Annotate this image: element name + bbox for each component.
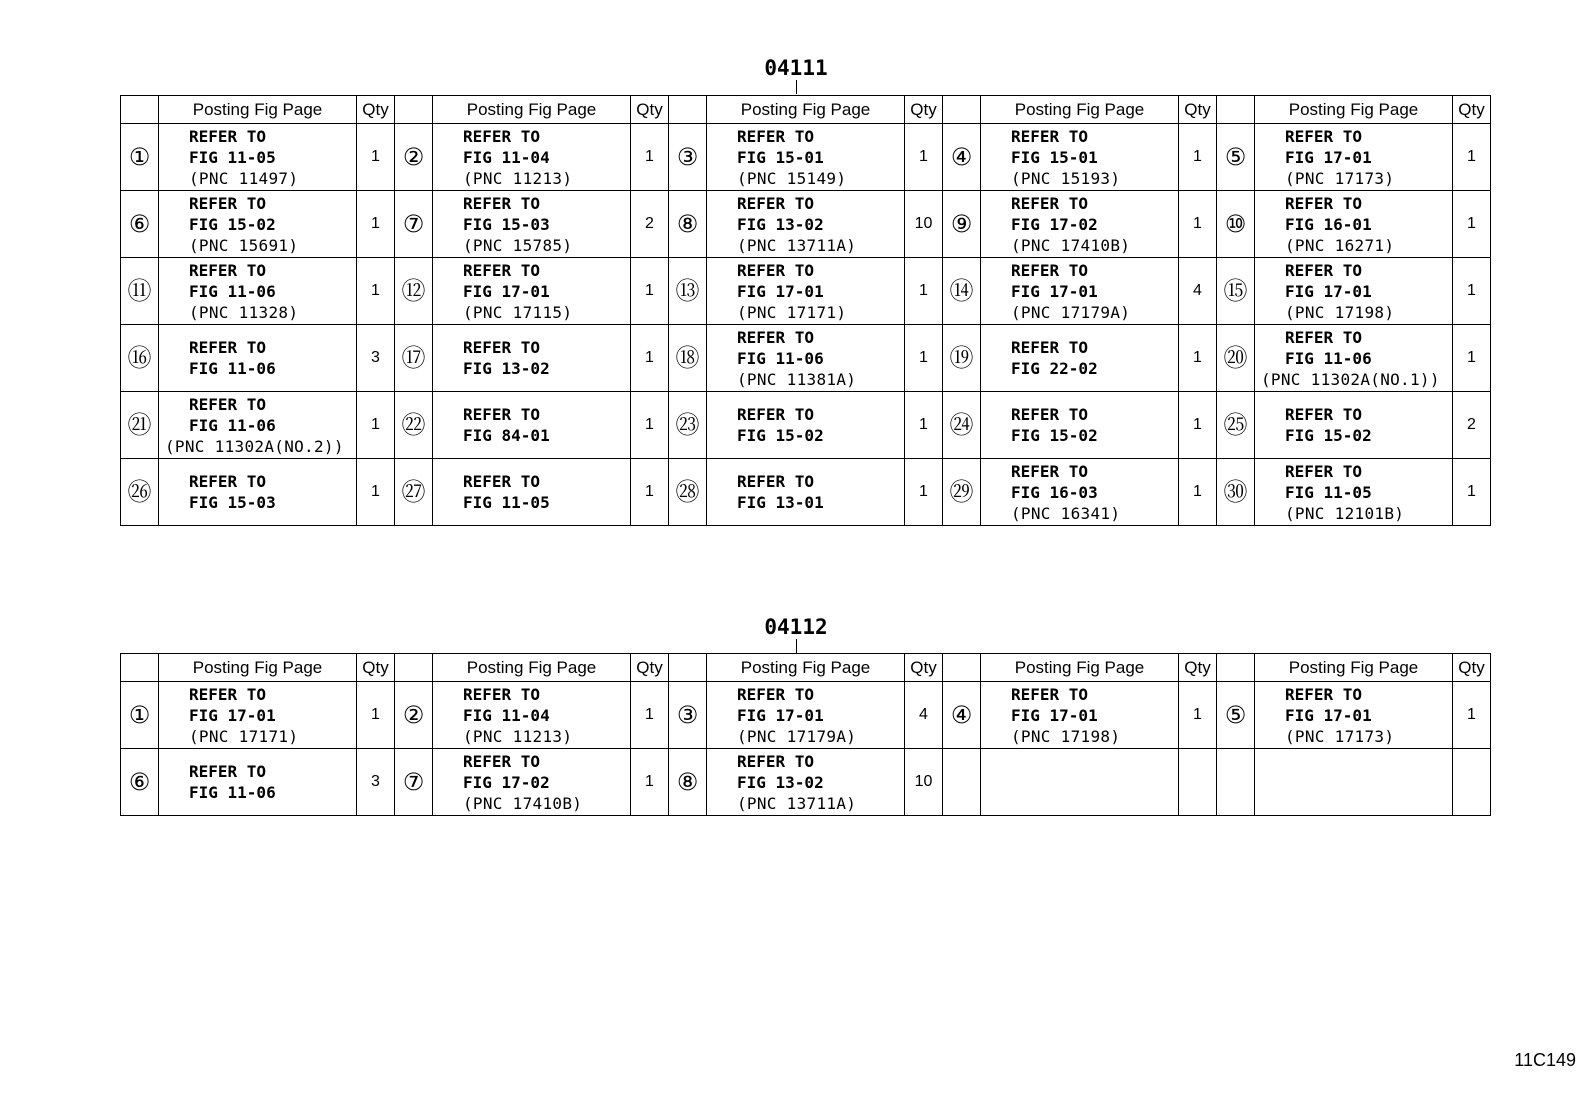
header-num-cell bbox=[395, 654, 433, 682]
parts-table-04112 bbox=[120, 653, 1491, 816]
item-qty: 1 bbox=[1179, 325, 1217, 392]
item-reference bbox=[159, 325, 357, 392]
item-reference bbox=[433, 325, 631, 392]
refer-to-text: REFER TO bbox=[1285, 193, 1363, 213]
block-label-04111: 04111 bbox=[764, 56, 828, 80]
fig-ref-text: FIG 17-01 bbox=[1285, 705, 1372, 725]
item-number: ㉖ bbox=[121, 459, 159, 526]
item-qty: 3 bbox=[357, 325, 395, 392]
item-qty: 10 bbox=[905, 749, 943, 816]
header-posting-fig-page: Posting Fig Page bbox=[981, 96, 1179, 124]
item-reference bbox=[1255, 749, 1453, 816]
refer-to-text: REFER TO bbox=[737, 260, 815, 280]
item-number: ㉙ bbox=[943, 459, 981, 526]
item-qty: 1 bbox=[357, 191, 395, 258]
parts-table-04111 bbox=[120, 95, 1491, 526]
header-posting-fig-page: Posting Fig Page bbox=[707, 654, 905, 682]
item-reference bbox=[1255, 124, 1453, 191]
refer-to-text: REFER TO bbox=[463, 260, 541, 280]
item-qty: 1 bbox=[631, 392, 669, 459]
table-row bbox=[121, 682, 1491, 749]
header-posting-fig-page: Posting Fig Page bbox=[707, 96, 905, 124]
item-number: ⑳ bbox=[1217, 325, 1255, 392]
header-qty: Qty bbox=[905, 96, 943, 124]
fig-ref-text: FIG 13-01 bbox=[737, 493, 824, 512]
refer-to-text: REFER TO bbox=[737, 472, 815, 491]
item-number: ② bbox=[395, 682, 433, 749]
item-reference bbox=[433, 682, 631, 749]
refer-to-text: REFER TO bbox=[189, 193, 267, 213]
item-reference bbox=[159, 124, 357, 191]
item-qty: 2 bbox=[631, 191, 669, 258]
pnc-text: (PNC 13711A) bbox=[737, 235, 857, 255]
item-number: ㉗ bbox=[395, 459, 433, 526]
item-qty: 4 bbox=[905, 682, 943, 749]
header-qty: Qty bbox=[905, 654, 943, 682]
item-reference bbox=[1255, 392, 1453, 459]
refer-to-text: REFER TO bbox=[1011, 126, 1089, 146]
table-row bbox=[121, 258, 1491, 325]
item-qty: 2 bbox=[1453, 392, 1491, 459]
item-number: ⑯ bbox=[121, 325, 159, 392]
item-reference bbox=[981, 325, 1179, 392]
header-qty: Qty bbox=[357, 654, 395, 682]
leader-line bbox=[796, 639, 797, 653]
refer-to-text: REFER TO bbox=[1011, 260, 1089, 280]
item-reference bbox=[433, 459, 631, 526]
fig-ref-text: FIG 11-06 bbox=[1285, 348, 1372, 368]
item-reference bbox=[981, 191, 1179, 258]
item-qty: 10 bbox=[905, 191, 943, 258]
refer-to-text: REFER TO bbox=[1011, 461, 1089, 481]
item-reference bbox=[159, 749, 357, 816]
refer-to-text: REFER TO bbox=[737, 193, 815, 213]
refer-to-text: REFER TO bbox=[463, 684, 541, 704]
header-posting-fig-page: Posting Fig Page bbox=[981, 654, 1179, 682]
item-reference bbox=[1255, 191, 1453, 258]
item-qty: 1 bbox=[631, 749, 669, 816]
fig-ref-text: FIG 17-01 bbox=[1011, 281, 1098, 301]
pnc-text: (PNC 17410B) bbox=[463, 793, 583, 813]
item-number: ㉚ bbox=[1217, 459, 1255, 526]
item-number: ④ bbox=[943, 124, 981, 191]
header-qty: Qty bbox=[1453, 654, 1491, 682]
header-num-cell bbox=[121, 96, 159, 124]
refer-to-text: REFER TO bbox=[189, 260, 267, 280]
item-qty: 1 bbox=[1453, 124, 1491, 191]
header-num-cell bbox=[121, 654, 159, 682]
item-number: ㉓ bbox=[669, 392, 707, 459]
refer-to-text: REFER TO bbox=[463, 472, 541, 491]
item-number: ⑱ bbox=[669, 325, 707, 392]
item-qty: 1 bbox=[1179, 682, 1217, 749]
refer-to-text: REFER TO bbox=[737, 126, 815, 146]
header-row bbox=[121, 96, 1491, 124]
item-qty: 1 bbox=[357, 258, 395, 325]
header-num-cell bbox=[1217, 96, 1255, 124]
item-reference bbox=[707, 459, 905, 526]
item-number: ① bbox=[121, 682, 159, 749]
refer-to-text: REFER TO bbox=[1011, 338, 1089, 357]
item-reference bbox=[159, 191, 357, 258]
header-qty: Qty bbox=[631, 654, 669, 682]
fig-ref-text: FIG 15-02 bbox=[189, 214, 276, 234]
item-qty: 1 bbox=[631, 682, 669, 749]
pnc-text: (PNC 17173) bbox=[1285, 726, 1395, 746]
refer-to-text: REFER TO bbox=[1285, 260, 1363, 280]
item-number bbox=[943, 749, 981, 816]
pnc-text: (PNC 17173) bbox=[1285, 168, 1395, 188]
refer-to-text: REFER TO bbox=[1285, 461, 1363, 481]
pnc-text: (PNC 12101B) bbox=[1285, 503, 1405, 523]
header-qty: Qty bbox=[1453, 96, 1491, 124]
fig-ref-text: FIG 15-02 bbox=[1285, 426, 1372, 445]
item-number: ③ bbox=[669, 124, 707, 191]
pnc-text: (PNC 15785) bbox=[463, 235, 573, 255]
item-qty: 1 bbox=[1453, 459, 1491, 526]
refer-to-text: REFER TO bbox=[1285, 327, 1363, 347]
pnc-text: (PNC 16341) bbox=[1011, 503, 1121, 523]
header-qty: Qty bbox=[1179, 654, 1217, 682]
refer-to-text: REFER TO bbox=[1011, 684, 1089, 704]
item-reference bbox=[1255, 325, 1453, 392]
item-qty: 1 bbox=[357, 124, 395, 191]
header-num-cell bbox=[943, 654, 981, 682]
fig-ref-text: FIG 17-02 bbox=[1011, 214, 1098, 234]
item-qty bbox=[1179, 749, 1217, 816]
pnc-text: (PNC 11328) bbox=[189, 302, 299, 322]
item-reference bbox=[433, 124, 631, 191]
refer-to-text: REFER TO bbox=[189, 684, 267, 704]
item-qty: 1 bbox=[1453, 325, 1491, 392]
refer-to-text: REFER TO bbox=[1285, 405, 1363, 424]
fig-ref-text: FIG 16-03 bbox=[1011, 482, 1098, 502]
item-qty: 1 bbox=[631, 325, 669, 392]
item-number: ㉕ bbox=[1217, 392, 1255, 459]
fig-ref-text: FIG 11-05 bbox=[463, 493, 550, 512]
item-number: ⑥ bbox=[121, 749, 159, 816]
refer-to-text: REFER TO bbox=[737, 405, 815, 424]
item-number: ㉒ bbox=[395, 392, 433, 459]
header-posting-fig-page: Posting Fig Page bbox=[159, 96, 357, 124]
refer-to-text: REFER TO bbox=[463, 751, 541, 771]
header-num-cell bbox=[1217, 654, 1255, 682]
item-reference bbox=[159, 258, 357, 325]
item-reference bbox=[1255, 258, 1453, 325]
item-number: ⑪ bbox=[121, 258, 159, 325]
item-reference bbox=[1255, 682, 1453, 749]
block-label-04112: 04112 bbox=[764, 615, 828, 639]
header-posting-fig-page: Posting Fig Page bbox=[159, 654, 357, 682]
pnc-text: (PNC 17198) bbox=[1285, 302, 1395, 322]
header-row bbox=[121, 654, 1491, 682]
item-number: ⑫ bbox=[395, 258, 433, 325]
item-number: ⑥ bbox=[121, 191, 159, 258]
item-reference bbox=[433, 392, 631, 459]
item-qty: 1 bbox=[905, 325, 943, 392]
item-qty: 4 bbox=[1179, 258, 1217, 325]
item-number bbox=[1217, 749, 1255, 816]
item-reference bbox=[981, 459, 1179, 526]
item-number: ⑦ bbox=[395, 749, 433, 816]
refer-to-text: REFER TO bbox=[737, 751, 815, 771]
item-number: ㉔ bbox=[943, 392, 981, 459]
item-reference bbox=[433, 191, 631, 258]
fig-ref-text: FIG 17-01 bbox=[1285, 147, 1372, 167]
item-qty: 1 bbox=[1453, 191, 1491, 258]
leader-line bbox=[796, 80, 797, 94]
pnc-text: (PNC 11213) bbox=[463, 726, 573, 746]
fig-ref-text: FIG 11-04 bbox=[463, 147, 550, 167]
item-qty: 1 bbox=[357, 392, 395, 459]
item-reference bbox=[433, 749, 631, 816]
fig-ref-text: FIG 11-06 bbox=[189, 359, 276, 378]
fig-ref-text: FIG 11-04 bbox=[463, 705, 550, 725]
fig-ref-text: FIG 13-02 bbox=[737, 772, 824, 792]
item-reference bbox=[981, 749, 1179, 816]
header-posting-fig-page: Posting Fig Page bbox=[433, 96, 631, 124]
item-number: ⑤ bbox=[1217, 124, 1255, 191]
item-number: ⑭ bbox=[943, 258, 981, 325]
fig-ref-text: FIG 16-01 bbox=[1285, 214, 1372, 234]
fig-ref-text: FIG 22-02 bbox=[1011, 359, 1098, 378]
pnc-text: (PNC 11497) bbox=[189, 168, 299, 188]
table-row bbox=[121, 325, 1491, 392]
refer-to-text: REFER TO bbox=[189, 338, 267, 357]
item-qty: 1 bbox=[631, 124, 669, 191]
pnc-text: (PNC 17171) bbox=[189, 726, 299, 746]
item-number: ⑬ bbox=[669, 258, 707, 325]
table-row bbox=[121, 191, 1491, 258]
header-posting-fig-page: Posting Fig Page bbox=[1255, 96, 1453, 124]
pnc-text: (PNC 15691) bbox=[189, 235, 299, 255]
item-qty: 1 bbox=[631, 459, 669, 526]
item-reference bbox=[707, 124, 905, 191]
refer-to-text: REFER TO bbox=[1011, 193, 1089, 213]
pnc-text: (PNC 11381A) bbox=[737, 369, 857, 389]
item-number: ① bbox=[121, 124, 159, 191]
refer-to-text: REFER TO bbox=[463, 405, 541, 424]
table-row bbox=[121, 392, 1491, 459]
item-reference bbox=[433, 258, 631, 325]
fig-ref-text: FIG 17-01 bbox=[189, 705, 276, 725]
pnc-text: (PNC 15149) bbox=[737, 168, 847, 188]
item-reference bbox=[707, 392, 905, 459]
refer-to-text: REFER TO bbox=[189, 472, 267, 491]
pnc-text: (PNC 17115) bbox=[463, 302, 573, 322]
item-number: ⑲ bbox=[943, 325, 981, 392]
item-qty: 1 bbox=[1179, 459, 1217, 526]
item-number: ㉑ bbox=[121, 392, 159, 459]
fig-ref-text: FIG 15-01 bbox=[1011, 147, 1098, 167]
item-number: ⑧ bbox=[669, 191, 707, 258]
item-number: ② bbox=[395, 124, 433, 191]
refer-to-text: REFER TO bbox=[1011, 405, 1089, 424]
item-qty: 1 bbox=[357, 459, 395, 526]
item-reference bbox=[981, 682, 1179, 749]
item-qty: 3 bbox=[357, 749, 395, 816]
table-row bbox=[121, 124, 1491, 191]
item-qty: 1 bbox=[631, 258, 669, 325]
pnc-text: (PNC 16271) bbox=[1285, 235, 1395, 255]
fig-ref-text: FIG 17-01 bbox=[1011, 705, 1098, 725]
refer-to-text: REFER TO bbox=[463, 338, 541, 357]
header-qty: Qty bbox=[357, 96, 395, 124]
item-reference bbox=[707, 325, 905, 392]
item-reference bbox=[981, 258, 1179, 325]
pnc-text: (PNC 13711A) bbox=[737, 793, 857, 813]
item-number: ㉘ bbox=[669, 459, 707, 526]
fig-ref-text: FIG 11-05 bbox=[1285, 482, 1372, 502]
refer-to-text: REFER TO bbox=[463, 126, 541, 146]
item-number: ⑮ bbox=[1217, 258, 1255, 325]
fig-ref-text: FIG 13-02 bbox=[737, 214, 824, 234]
header-qty: Qty bbox=[1179, 96, 1217, 124]
pnc-text: (PNC 11213) bbox=[463, 168, 573, 188]
pnc-text: (PNC 11302A(NO.1)) bbox=[1261, 369, 1440, 389]
fig-ref-text: FIG 15-03 bbox=[189, 493, 276, 512]
fig-ref-text: FIG 17-02 bbox=[463, 772, 550, 792]
refer-to-text: REFER TO bbox=[189, 126, 267, 146]
refer-to-text: REFER TO bbox=[463, 193, 541, 213]
item-reference bbox=[707, 191, 905, 258]
item-reference bbox=[981, 392, 1179, 459]
table-row bbox=[121, 749, 1491, 816]
fig-ref-text: FIG 15-02 bbox=[737, 426, 824, 445]
refer-to-text: REFER TO bbox=[1285, 684, 1363, 704]
fig-ref-text: FIG 17-01 bbox=[463, 281, 550, 301]
pnc-text: (PNC 15193) bbox=[1011, 168, 1121, 188]
refer-to-text: REFER TO bbox=[737, 327, 815, 347]
header-num-cell bbox=[669, 96, 707, 124]
pnc-text: (PNC 17179A) bbox=[737, 726, 857, 746]
header-posting-fig-page: Posting Fig Page bbox=[1255, 654, 1453, 682]
refer-to-text: REFER TO bbox=[189, 394, 267, 414]
item-qty: 1 bbox=[1179, 191, 1217, 258]
item-qty: 1 bbox=[905, 124, 943, 191]
refer-to-text: REFER TO bbox=[1285, 126, 1363, 146]
item-reference bbox=[707, 682, 905, 749]
fig-ref-text: FIG 84-01 bbox=[463, 426, 550, 445]
table-row bbox=[121, 459, 1491, 526]
item-qty: 1 bbox=[1179, 124, 1217, 191]
item-number: ⑦ bbox=[395, 191, 433, 258]
item-qty bbox=[1453, 749, 1491, 816]
item-number: ⑧ bbox=[669, 749, 707, 816]
fig-ref-text: FIG 17-01 bbox=[737, 705, 824, 725]
fig-ref-text: FIG 15-02 bbox=[1011, 426, 1098, 445]
refer-to-text: REFER TO bbox=[737, 684, 815, 704]
pnc-text: (PNC 17171) bbox=[737, 302, 847, 322]
item-reference bbox=[159, 392, 357, 459]
fig-ref-text: FIG 11-06 bbox=[189, 415, 276, 435]
pnc-text: (PNC 17410B) bbox=[1011, 235, 1131, 255]
header-posting-fig-page: Posting Fig Page bbox=[433, 654, 631, 682]
item-reference bbox=[707, 258, 905, 325]
fig-ref-text: FIG 11-06 bbox=[737, 348, 824, 368]
header-num-cell bbox=[395, 96, 433, 124]
item-number: ④ bbox=[943, 682, 981, 749]
item-reference bbox=[707, 749, 905, 816]
fig-ref-text: FIG 11-06 bbox=[189, 281, 276, 301]
item-qty: 1 bbox=[1453, 682, 1491, 749]
item-reference bbox=[981, 124, 1179, 191]
item-qty: 1 bbox=[905, 392, 943, 459]
item-qty: 1 bbox=[1179, 392, 1217, 459]
header-qty: Qty bbox=[631, 96, 669, 124]
fig-ref-text: FIG 17-01 bbox=[737, 281, 824, 301]
fig-ref-text: FIG 15-03 bbox=[463, 214, 550, 234]
fig-ref-text: FIG 11-05 bbox=[189, 147, 276, 167]
header-num-cell bbox=[943, 96, 981, 124]
item-qty: 1 bbox=[905, 258, 943, 325]
page-code: 11C149 bbox=[1514, 1050, 1576, 1070]
item-number: ⑤ bbox=[1217, 682, 1255, 749]
item-number: ⑩ bbox=[1217, 191, 1255, 258]
fig-ref-text: FIG 11-06 bbox=[189, 783, 276, 802]
item-reference bbox=[159, 682, 357, 749]
fig-ref-text: FIG 17-01 bbox=[1285, 281, 1372, 301]
item-number: ⑰ bbox=[395, 325, 433, 392]
refer-to-text: REFER TO bbox=[189, 762, 267, 781]
pnc-text: (PNC 11302A(NO.2)) bbox=[165, 436, 344, 456]
item-qty: 1 bbox=[905, 459, 943, 526]
header-num-cell bbox=[669, 654, 707, 682]
item-number: ③ bbox=[669, 682, 707, 749]
item-qty: 1 bbox=[1453, 258, 1491, 325]
fig-ref-text: FIG 15-01 bbox=[737, 147, 824, 167]
pnc-text: (PNC 17179A) bbox=[1011, 302, 1131, 322]
item-reference bbox=[1255, 459, 1453, 526]
fig-ref-text: FIG 13-02 bbox=[463, 359, 550, 378]
item-number: ⑨ bbox=[943, 191, 981, 258]
item-reference bbox=[159, 459, 357, 526]
pnc-text: (PNC 17198) bbox=[1011, 726, 1121, 746]
item-qty: 1 bbox=[357, 682, 395, 749]
